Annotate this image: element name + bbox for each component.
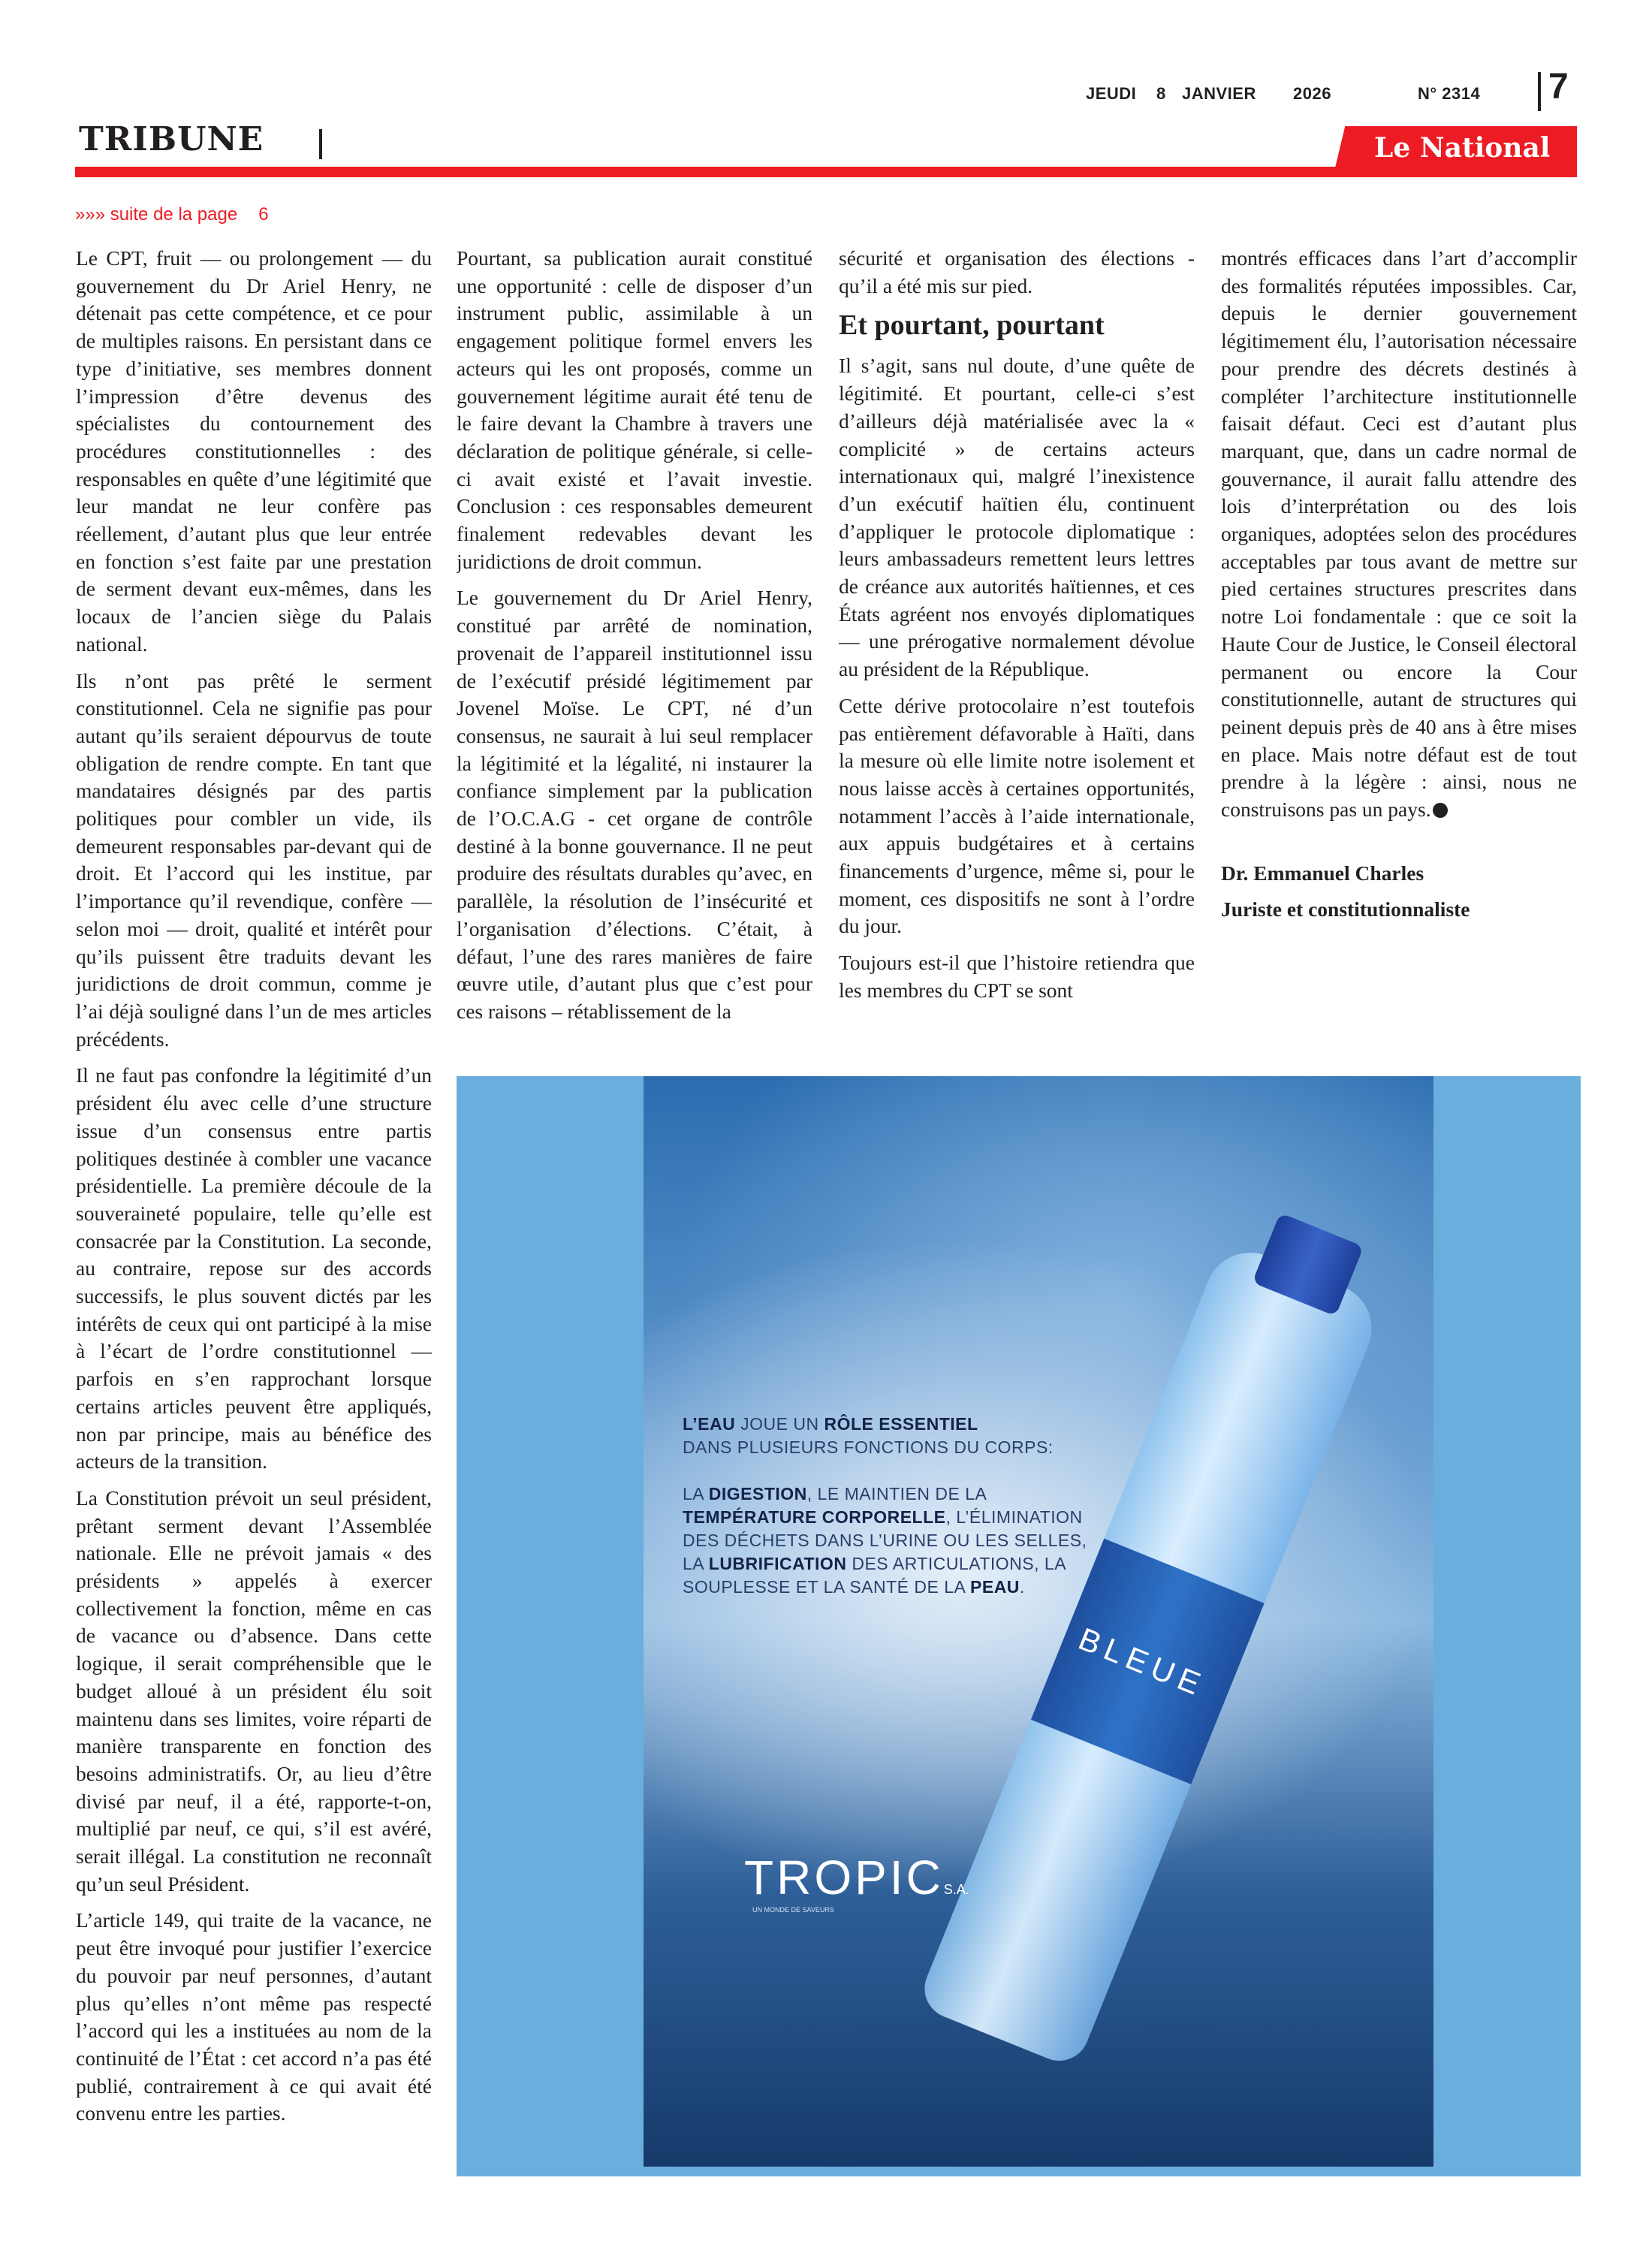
paragraph: Il ne faut pas confondre la légitimité d’un président élu avec celle d’une structure issue d’un consensus entre partis politiques destinée à combler une vacance présidentielle. La première découle de la souveraineté populaire, telle qu’elle est consacrée par la Constitution. La seconde, au contraire, repose sur des accords successifs, le plus souvent dictés par les intérêts de ceux qui ont participé à la mise à l’écart de l’ordre constitutionnel — parfois en s’en rapprochant lorsque certains articles peuvent être appliqués, non par principe, mais au bénéfice des acteurs de la transition.: [76, 1063, 432, 1473]
logo-text: TROPIC: [744, 1850, 944, 1905]
article-column-2: [457, 245, 812, 1074]
ad-copy: [683, 1413, 1103, 1622]
page-number: 7: [1548, 67, 1569, 107]
weekday: JEUDI: [1086, 84, 1137, 103]
ad-bold: PEAU: [970, 1577, 1020, 1597]
paragraph: La Constitution prévoit un seul président, prêtant serment devant l’Assemblée nationale. Elle ne prévoit jamais « des présidents » appelés à exercer collectivement la fonction, même en cas de vacance ou d’absence. Dans cette logique, il serait compréhensible que le budget alloué à un président élu soit maintenu dans ses limites, voire réparti de manière transparente en fonction des besoins administratifs. Or, au lieu d’être divisé par neuf, il a été, rapporte-t-on, multiplié par neuf, ce qui, s’il est avéré, serait illégal. La constitution ne reconnaît qu’un seul Président.: [76, 1485, 432, 1896]
paragraph: Le CPT, fruit — ou prolongement — du gouvernement du Dr Ariel Henry, ne détenait pas cette compétence, et ce pour de multiples raisons. En persistant dans ce type d’initiative, ses membres donnent l’impression d’être devenus des spécialistes du contournement des procédures constitutionnelles : des responsables en quête d’une légitimité que leur mandat ne leur confère pas réellement, d’autant plus que leur entrée en fonction s’est faite par une prestation de serment devant eux-mêmes, dans les locaux de l’ancien siège du Palais national.: [76, 246, 432, 656]
paragraph: Pourtant, sa publication aurait constitué une opportunité : celle de disposer d’un instrument public, assimilable à un engagement politique formel envers les acteurs qui les ont proposés, comme un gouvernement légitime aurait été tenu de le faire devant la Chambre à travers une déclaration de politique générale, si celle-ci avait existé et l’avait investie. Conclusion : ces responsables demeurent finalement redevables devant les juridictions de droit commun.: [457, 246, 812, 573]
ad-text: , L’ÉLIMINATION DES DÉCHETS DANS L’URINE OU LES SELLES, LA: [683, 1507, 1087, 1573]
ad-text: JOUE UN: [735, 1414, 824, 1434]
bottle-brand: BLEUE: [1074, 1621, 1211, 1704]
ad-text: , LE MAINTIEN DE LA: [806, 1484, 987, 1504]
logo-suffix: S.A.: [943, 1882, 969, 1897]
issue-number: N° 2314: [1418, 84, 1481, 103]
paragraph: [1221, 245, 1577, 824]
paragraph: L’article 149, qui traite de la vacance, ne peut être invoqué pour justifier l’exercice du pouvoir par neuf personnes, d’autant plus qu’elles n’ont même pas respecté l’accord qui les a instituées au nom de la continuité de l’État : cet accord n’a pas été publié, contrairement à ce qui avait été convenu entre les parties.: [76, 1908, 432, 2125]
spacer: [1221, 833, 1577, 851]
logo-tagline: UN MONDE DE SAVEURS: [752, 1906, 834, 1914]
paragraph-text: montrés efficaces dans l’art d’accomplir des formalités réputées impossibles. Car, depuis le dernier gouvernement légitimement élu, l’autorisation nécessaire pour prendre des décrets destinés à compléter l’architecture institutionnelle faisait défaut. Ceci est d’autant plus marquant, que, dans un cadre normal de gouvernance, il aurait fallu attendre des lois d’interprétation ou des lois organiques, adoptées selon des procédures acceptables par tous avant de mettre sur pied certaines structures prescrites dans notre Loi fondamentale : que ce soit la Haute Cour de Justice, le Conseil électoral permanent ou encore la Cour constitutionnelle, autant de structures qui peinent depuis près de 40 ans à être mises en place. Mais notre défaut est de tout prendre à la légère : ainsi, nous ne construisons pas un pays.: [1221, 246, 1577, 822]
author-name: Dr. Emmanuel Charles: [1221, 861, 1424, 885]
ad-text: DANS PLUSIEURS FONCTIONS DU CORPS:: [683, 1437, 1054, 1457]
paragraph: Il s’agit, sans nul doute, d’une quête de légitimité. Et pourtant, celle-ci s’est d’ailleurs déjà matérialisée avec la « complicité » de certains acteurs internationaux qui, malgré l’inexistence d’un exécutif haïtien élu, continuent d’appliquer le protocole diplomatique : leurs ambassadeurs remettent leurs lettres de créance aux autorités haïtiennes, et ces États agréent nos envoyés diplomatiques — une prérogative normalement dévolue au président de la République.: [839, 354, 1195, 681]
ad-text: LA: [683, 1484, 709, 1504]
article-column-4: [1221, 245, 1577, 1221]
paragraph: Toujours est-il que l’histoire retiendra que les membres du CPT se sont: [839, 951, 1195, 1002]
ad-bold: TEMPÉRATURE CORPORELLE: [683, 1507, 946, 1527]
ad-bold: DIGESTION: [708, 1484, 807, 1504]
month: JANVIER: [1182, 84, 1256, 103]
paragraph: Cette dérive protocolaire n’est toutefois pas entièrement défavorable à Haïti, dans la mesure où elle limite notre isolement et nous laisse accès à certaines opportunités, notamment l’accès à l’aide internationale, aux appuis budgétaires et à certains financements d’urgence, même si, pour le moment, ces dispositifs ne sont à l’ordre du jour.: [839, 693, 1195, 938]
paragraph: sécurité et organisation des élections - qu’il a été mis sur pied.: [839, 246, 1195, 297]
brand-name: Le National: [1374, 132, 1551, 164]
advertisement[interactable]: [457, 1076, 1581, 2176]
ad-copy-list: [683, 1482, 1103, 1599]
continued-label: »»» suite de la page: [75, 204, 238, 225]
ad-text: .: [1019, 1577, 1025, 1597]
ad-bold: LUBRIFICATION: [708, 1554, 847, 1573]
paragraph: Le gouvernement du Dr Ariel Henry, constitué par arrêté de nomination, provenait de l’appareil institutionnel issu de l’exécutif présidé légitimement par Jovenel Moïse. Le CPT, né d’un consensus, ne saurait à lui seul remplacer la légitimité et la légalité, ni instaurer la confiance simplement par la publication de l’O.C.A.G - cet organe de contrôle destiné à la bonne gouvernance. Il ne peut produire des résultats durables qu’avec, en parallèle, la résolution de l’insécurité et l’organisation d’élections. C’était, à défaut, l’une des rares manières de faire œuvre utile, d’autant plus que c’est pour ces raisons – rétablissement de la: [457, 586, 812, 1023]
continued-from[interactable]: [75, 204, 269, 225]
author-title: Juriste et constitutionnaliste: [1221, 897, 1470, 921]
ad-text: DES ARTICULATIONS, LA SOUPLESSE ET LA SANTÉ DE LA: [683, 1554, 1066, 1597]
ad-bold: RÔLE ESSENTIEL: [824, 1414, 978, 1434]
section-title: TRIBUNE: [79, 120, 264, 158]
tropic-logo: [744, 1850, 969, 1905]
article-column-1: [76, 245, 432, 2182]
article-column-3: [839, 245, 1195, 1057]
water-bottle-illustration: [915, 1239, 1385, 2070]
ad-copy-intro: [683, 1413, 1103, 1459]
subheading: Et pourtant, pourtant: [839, 309, 1105, 342]
section-divider: [319, 129, 322, 159]
continued-page: 6: [258, 204, 269, 225]
day-number: 8: [1156, 84, 1166, 103]
bottle-cap: [1252, 1213, 1364, 1317]
ad-bold: L’EAU: [683, 1414, 736, 1434]
end-mark-icon: [1433, 803, 1448, 818]
page-number-divider: [1538, 72, 1541, 111]
ad-image: [644, 1076, 1433, 2167]
paragraph: Ils n’ont pas prêté le serment constitutionnel. Cela ne signifie pas pour autant qu’ils seraient dépourvus de toute obligation de rendre compte. En tant que mandataires désignés par des partis politiques pour combler un vide, ils demeurent responsables par-devant qui de droit. Et l’accord qui les institue, par l’importance qu’il revendique, confère — selon moi — droit, qualité et intérêt pour qu’ils puissent être traduits devant les juridictions de droit commun, comme je l’ai déjà souligné dans l’un de mes articles précédents.: [76, 668, 432, 1051]
year: 2026: [1293, 84, 1331, 103]
